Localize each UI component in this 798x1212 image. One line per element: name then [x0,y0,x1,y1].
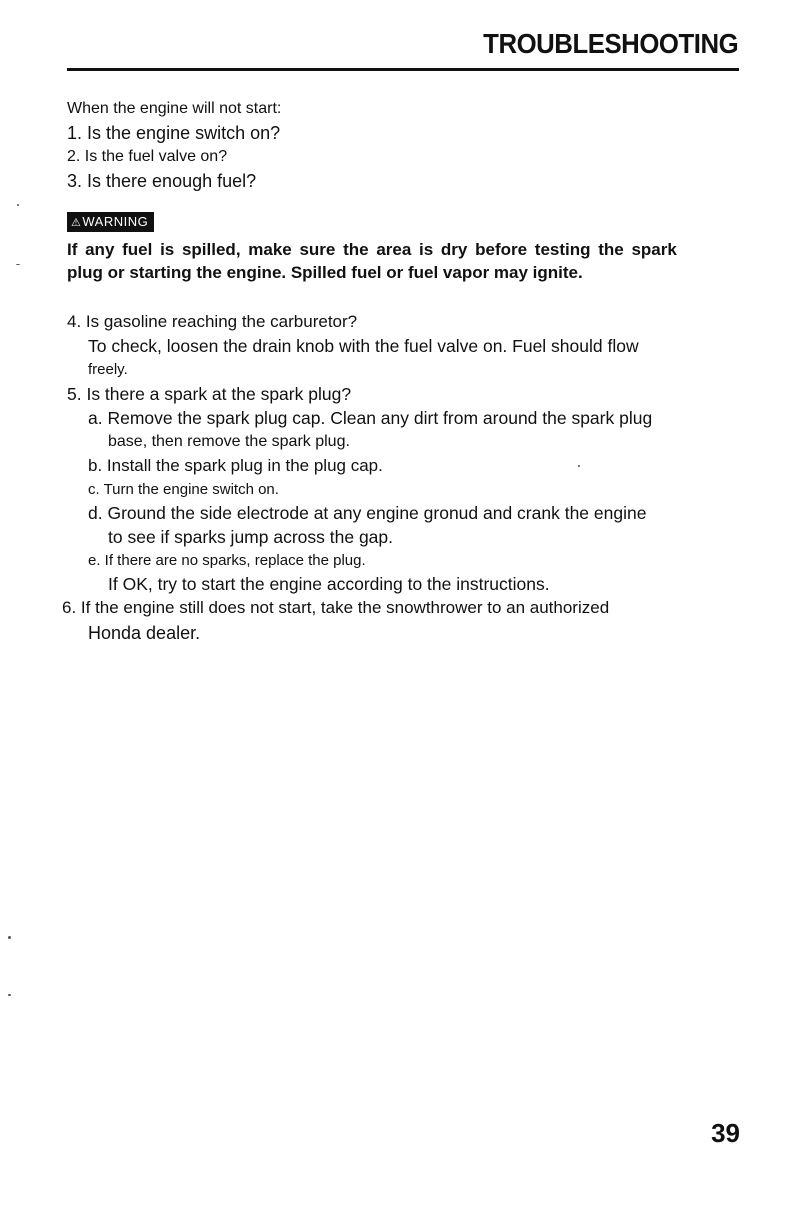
warning-text-line-2: plug or starting the engine. Spilled fuel or fuel vapor may ignite. [67,263,583,282]
scan-speck [8,936,11,939]
question-3: 3. Is there enough fuel? [67,171,257,191]
ok-note: If OK, try to start the engine according to the instructions. [108,574,550,594]
step-d-line-1: d. Ground the side electrode at any engine gronud and crank the engine [88,503,647,523]
intro-text: When the engine will not start: [67,100,282,117]
page-number: 39 [711,1118,740,1148]
question-6-line-1: 6. If the engine still does not start, take the snowthrower to an authorized [62,598,610,617]
question-4-answer-line-1: To check, loosen the drain knob with the fuel valve on. Fuel should flow [88,336,639,356]
warning-label: WARNING [82,214,149,229]
step-c: c. Turn the engine switch on. [88,481,279,498]
step-d-line-2: to see if sparks jump across the gap. [108,527,393,547]
warning-triangle-icon: ⚠ [71,217,82,229]
question-1: 1. Is the engine switch on? [67,123,281,143]
scan-speck [578,465,580,467]
scan-speck [8,994,11,996]
title-divider [67,68,739,71]
step-b: b. Install the spark plug in the plug cap. [88,456,383,475]
warning-badge [67,212,154,232]
scan-speck [16,264,20,265]
question-2: 2. Is the fuel valve on? [67,148,228,165]
step-a-line-1: a. Remove the spark plug cap. Clean any dirt from around the spark plug [88,408,653,428]
page-title: TROUBLESHOOTING [483,28,738,59]
question-4: 4. Is gasoline reaching the carburetor? [67,312,358,331]
step-a-line-2: base, then remove the spark plug. [108,433,350,450]
step-e: e. If there are no sparks, replace the plug. [88,552,366,569]
scan-speck [17,204,19,206]
warning-text-line-1: If any fuel is spilled, make sure the area is dry before testing the spark [67,240,677,259]
question-4-answer-line-2: freely. [88,361,128,378]
question-5: 5. Is there a spark at the spark plug? [67,384,352,404]
question-6-line-2: Honda dealer. [88,623,201,643]
